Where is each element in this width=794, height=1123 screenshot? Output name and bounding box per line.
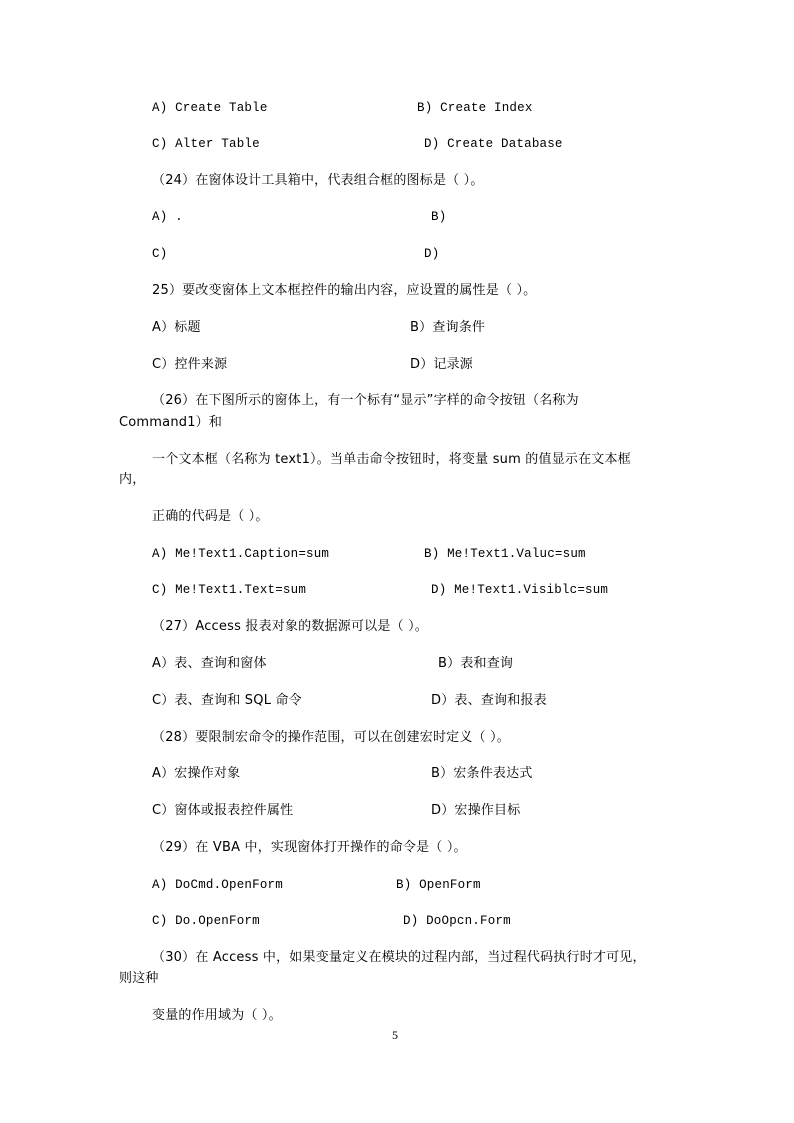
q26-option-a: A) Me!Text1.Caption=sum xyxy=(152,547,330,561)
q25-option-c: C）控件来源 xyxy=(152,357,228,372)
question-29: （29）在 VBA 中，实现窗体打开操作的命令是（ ）。 xyxy=(152,840,467,855)
q27-option-d: D）表、查询和报表 xyxy=(431,693,547,708)
q26-option-b: B) Me!Text1.Valuc=sum xyxy=(424,547,586,561)
q29-option-c: C) Do.OpenForm xyxy=(152,914,260,928)
question-26-line-3: 一个文本框（名称为 text1）。当单击命令按钮时，将变量 sum 的值显示在文本框 xyxy=(152,452,631,467)
q24-option-c: C) xyxy=(152,247,168,261)
question-28: （28）要限制宏命令的操作范围，可以在创建宏时定义（ ）。 xyxy=(152,730,510,745)
q25-option-a: A）标题 xyxy=(152,320,201,335)
q23-option-d: D) Create Database xyxy=(424,137,563,151)
q23-option-c: C) Alter Table xyxy=(152,137,260,151)
q27-option-b: B）表和查询 xyxy=(438,656,514,671)
q26-option-d: D) Me!Text1.Visiblc=sum xyxy=(431,583,609,597)
q29-option-b: B) OpenForm xyxy=(396,878,481,892)
q24-option-d: D) xyxy=(424,247,440,261)
q28-option-a: A）宏操作对象 xyxy=(152,766,241,781)
question-30-line-1: （30）在 Access 中，如果变量定义在模块的过程内部，当过程代码执行时才可见， xyxy=(152,950,646,965)
question-26-line-4: 内， xyxy=(119,472,146,487)
question-26-line-5: 正确的代码是（ ）。 xyxy=(152,509,269,524)
q28-option-b: B）宏条件表达式 xyxy=(431,766,533,781)
q23-option-a: A) Create Table xyxy=(152,101,268,115)
question-24: （24）在窗体设计工具箱中，代表组合框的图标是（ ）。 xyxy=(152,173,484,188)
q28-option-d: D）宏操作目标 xyxy=(431,803,521,818)
question-30-line-2: 则这种 xyxy=(119,971,159,986)
q29-option-a: A) DoCmd.OpenForm xyxy=(152,878,283,892)
q29-option-d: D) DoOpcn.Form xyxy=(403,914,511,928)
question-25: 25）要改变窗体上文本框控件的输出内容，应设置的属性是（ ）。 xyxy=(152,283,537,298)
q24-option-a: A) . xyxy=(152,210,183,224)
q23-option-b: B) Create Index xyxy=(417,101,533,115)
q25-option-d: D）记录源 xyxy=(410,357,474,372)
question-30-line-3: 变量的作用域为（ ）。 xyxy=(152,1008,282,1023)
question-26-line-1: （26）在下图所示的窗体上，有一个标有“显示”字样的命令按钮（名称为 xyxy=(152,393,579,408)
question-26-line-2: Command1）和 xyxy=(119,415,223,430)
q27-option-a: A）表、查询和窗体 xyxy=(152,656,267,671)
q27-option-c: C）表、查询和 SQL 命令 xyxy=(152,693,302,708)
q28-option-c: C）窗体或报表控件属性 xyxy=(152,803,294,818)
q26-option-c: C) Me!Text1.Text=sum xyxy=(152,583,307,597)
question-27: （27）Access 报表对象的数据源可以是（ ）。 xyxy=(152,619,429,634)
q25-option-b: B）查询条件 xyxy=(410,320,486,335)
q24-option-b: B) xyxy=(431,210,447,224)
page-number: 5 xyxy=(392,1028,398,1042)
